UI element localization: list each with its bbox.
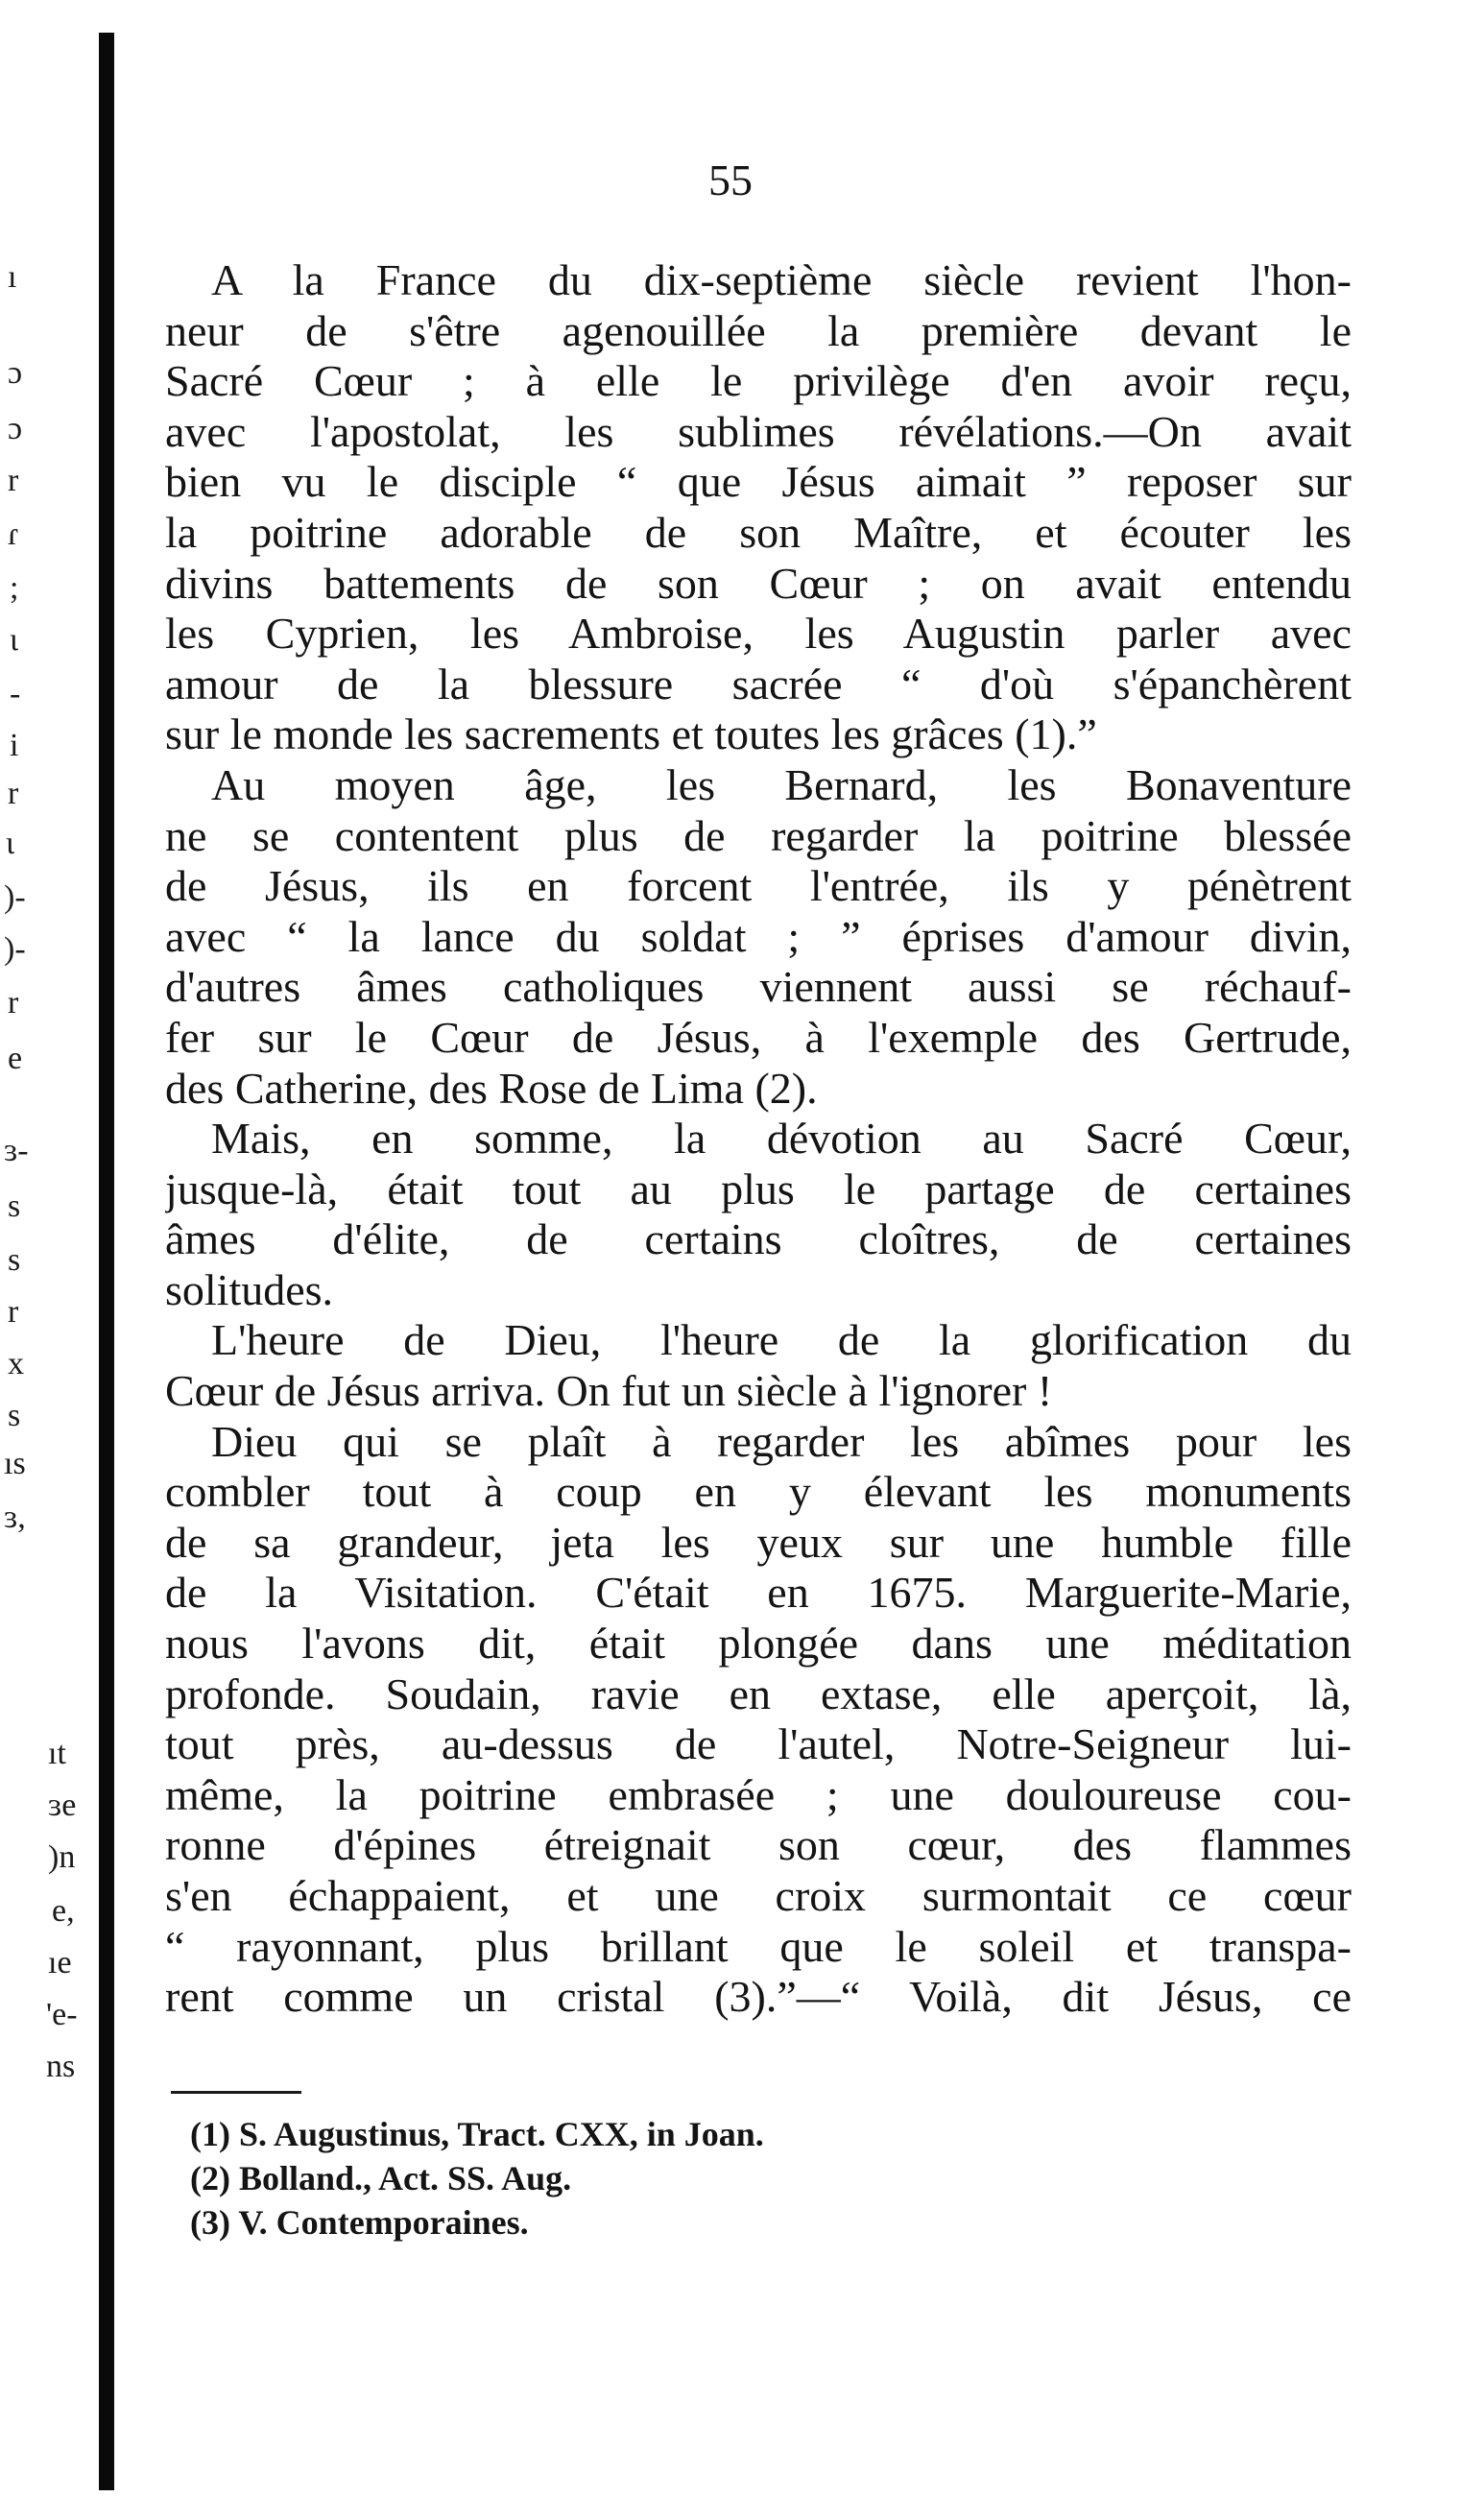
margin-fragment: ıs [4,1446,26,1481]
paragraph [165,760,1352,1114]
footnote: (3) V. Contemporaines. [190,2203,529,2242]
footnote: (1) S. Augustinus, Tract. CXX, in Joan. [190,2115,764,2153]
text-line: tout près, au-dessus de l'autel, Notre-Seigneur lui- [165,1719,1352,1769]
margin-fragment: e, [52,1893,75,1929]
margin-fragment: )- [4,879,26,915]
footnote: (2) Bolland., Act. SS. Aug. [190,2159,572,2197]
margin-fragment: r [8,463,19,498]
text-line: amour de la blessure sacrée “ d'où s'épanchèrent [165,659,1352,708]
margin-fragment: ɔ [8,355,23,391]
text-line: jusque-là, était tout au plus le partage de certaines [165,1164,1352,1213]
text-line: A la France du dix-septième siècle revient l'hon- [211,255,1352,304]
margin-fragment: ɾ [8,516,19,552]
text-line: “ rayonnant, plus brillant que le soleil et transpa- [165,1921,1352,1971]
text-line: de sa grandeur, jeta les yeux sur une humble fille [165,1517,1352,1567]
text-line: de Jésus, ils en forcent l'entrée, ils y pénètrent [165,861,1352,911]
margin-fragment: r [8,1294,19,1330]
margin-fragment: )n [48,1839,76,1875]
text-line: neur de s'être agenouillée la première devant le [165,305,1352,355]
footnote-rule [171,2091,301,2094]
text-line: fer sur le Cœur de Jésus, à l'exemple des Gertrude, [165,1012,1352,1062]
margin-fragment: ı [8,259,17,295]
adjacent-page-margin [0,0,96,2497]
margin-fragment: x [8,1346,24,1381]
text-line: avec l'apostolat, les sublimes révélations.—On avait [165,406,1352,456]
text-line: solitudes. [165,1264,334,1314]
paragraph [165,1417,1352,2023]
margin-fragment: s [8,1242,21,1278]
margin-fragment: ıe [48,1945,72,1981]
margin-fragment: 'e- [46,1997,78,2032]
text-line: nous l'avons dit, était plongée dans une méditation [165,1619,1352,1669]
margin-fragment: r [8,985,19,1020]
footnotes [190,2112,764,2245]
paragraph [165,1315,1352,1416]
text-line: combler tout à coup en y élevant les monuments [165,1467,1352,1517]
page-number: 55 [708,156,753,204]
margin-fragment: - [10,676,21,711]
margin-fragment: ι [10,622,19,658]
text-line: Mais, en somme, la dévotion au Sacré Cœur, [211,1114,1352,1164]
text-line: Cœur de Jésus arriva. On fut un siècle à l'ignorer ! [165,1366,1053,1416]
text-line: L'heure de Dieu, l'heure de la glorification du [211,1315,1352,1365]
paragraph [165,1114,1352,1315]
binding-shadow [99,33,114,2490]
margin-fragment: s [8,1188,21,1224]
text-line: s'en échappaient, et une croix surmontait ce cœur [165,1871,1352,1920]
body-text [165,255,1352,2023]
margin-fragment: ɔ [8,411,23,446]
text-line: avec “ la lance du soldat ; ” éprises d'amour divin, [165,911,1352,961]
text-line: ne se contentent plus de regarder la poitrine blessée [165,810,1352,860]
margin-fragment: ɜ- [4,1133,29,1168]
margin-fragment: ɜ, [4,1500,26,1535]
margin-fragment: e [8,1041,23,1076]
text-line: ronne d'épines étreignait son cœur, des flammes [165,1820,1352,1870]
margin-fragment: ɩ [6,826,15,861]
text-line: d'autres âmes catholiques viennent aussi se réchauf- [165,962,1352,1012]
text-line: la poitrine adorable de son Maître, et écouter les [165,507,1352,557]
text-line: profonde. Soudain, ravie en extase, elle aperçoit, là, [165,1669,1352,1718]
text-line: âmes d'élite, de certains cloîtres, de certaines [165,1214,1352,1264]
text-line: divins battements de son Cœur ; on avait entendu [165,558,1352,608]
margin-fragment: ɜe [48,1788,77,1823]
text-line: des Catherine, des Rose de Lima (2). [165,1063,818,1113]
text-line: bien vu le disciple “ que Jésus aimait ” reposer sur [165,457,1352,507]
text-line: les Cyprien, les Ambroise, les Augustin parler avec [165,609,1352,659]
text-line: de la Visitation. C'était en 1675. Marguerite-Marie, [165,1568,1352,1618]
margin-fragment: ns [46,2049,76,2084]
margin-fragment: )- [4,931,26,967]
text-line: Dieu qui se plaît à regarder les abîmes pour les [211,1416,1352,1466]
text-line: Sacré Cœur ; à elle le privilège d'en avoir reçu, [165,356,1352,406]
margin-fragment: ; [10,570,19,606]
margin-fragment: i [10,728,19,763]
text-line: même, la poitrine embrasée ; une douloureuse cou- [165,1769,1352,1819]
text-line: rent comme un cristal (3).”—“ Voilà, dit Jésus, ce [165,1972,1352,2022]
margin-fragment: r [8,776,19,811]
paragraph [165,255,1352,760]
text-line: sur le monde les sacrements et toutes les grâces (1).” [165,709,1097,759]
margin-fragment: s [8,1398,21,1433]
text-line: Au moyen âge, les Bernard, les Bonaventure [211,759,1352,809]
margin-fragment: ıt [48,1736,66,1771]
